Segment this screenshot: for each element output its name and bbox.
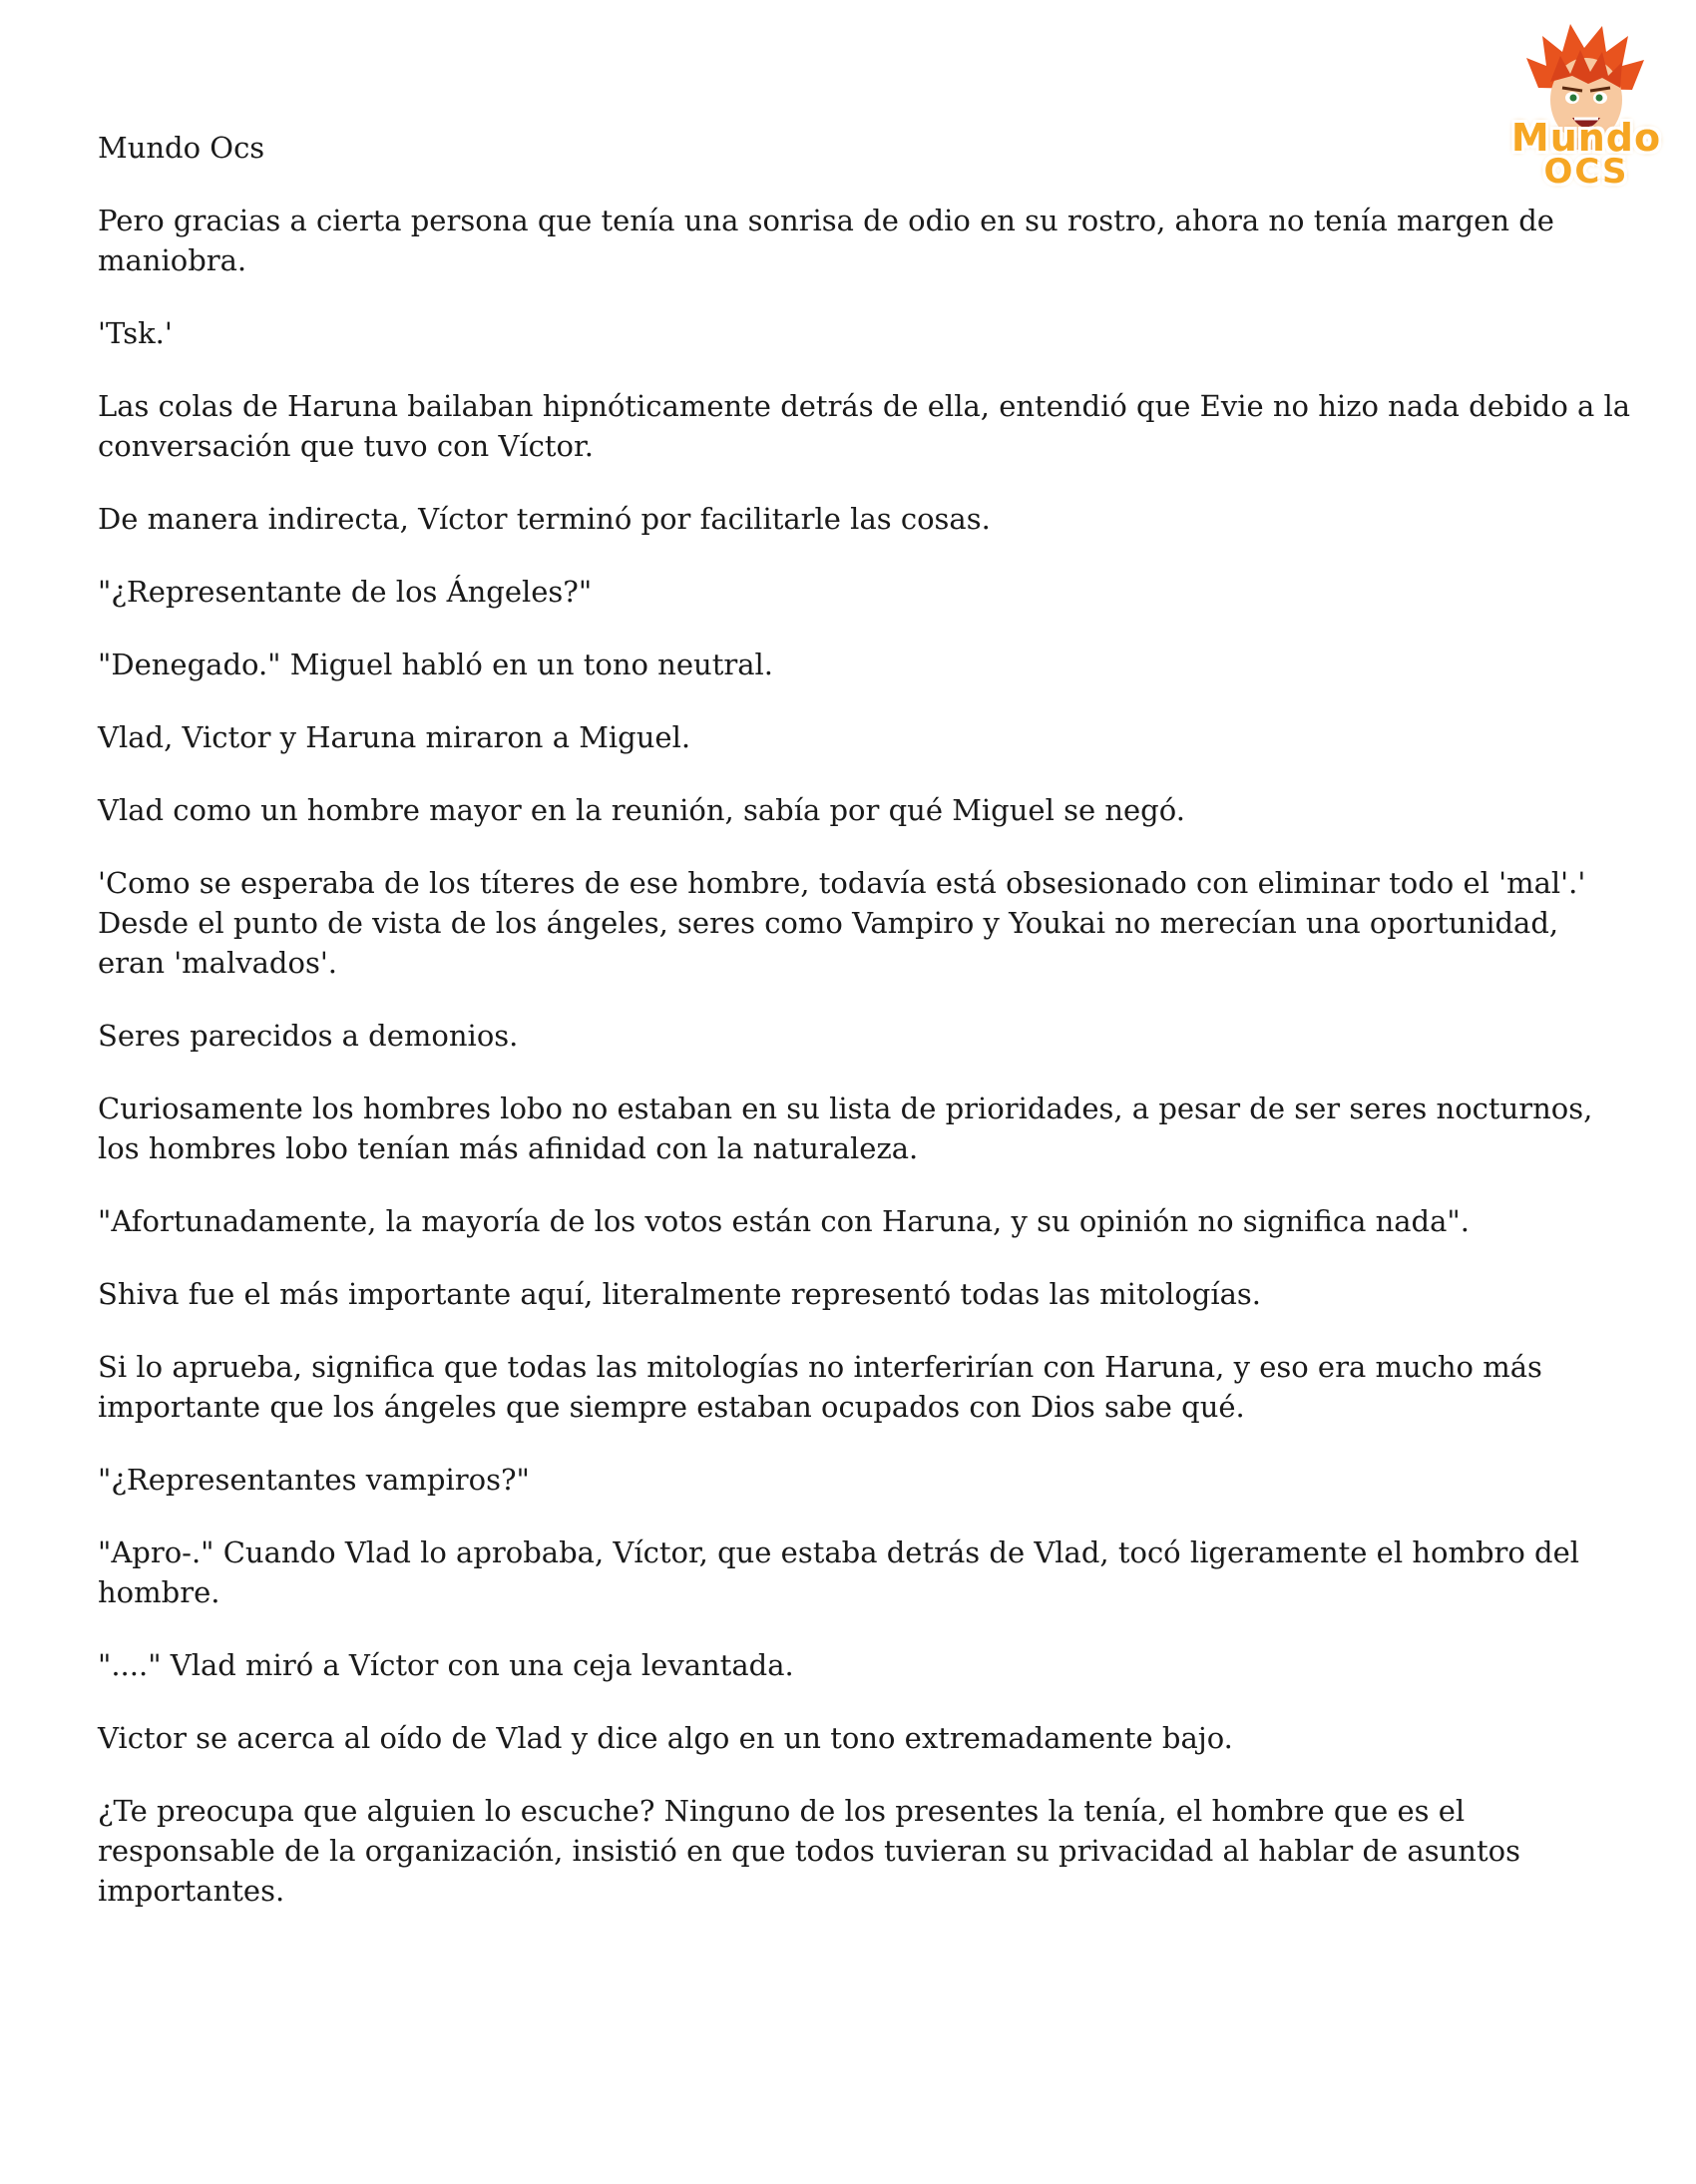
paragraph: Vlad, Victor y Haruna miraron a Miguel. <box>98 720 691 754</box>
paragraph: "¿Representantes vampiros?" <box>98 1463 530 1497</box>
paragraph: "Denegado." Miguel habló en un tono neutral. <box>98 648 773 681</box>
paragraph: "¿Representante de los Ángeles?" <box>98 575 593 609</box>
logo-word-mundo: Mundo <box>1510 116 1662 160</box>
paragraph: Curiosamente los hombres lobo no estaban en su lista de prioridades, a pesar de ser seres nocturnos, los hombres lobo tenían más afinidad con la naturaleza. <box>98 1092 1593 1165</box>
paragraph: Si lo aprueba, significa que todas las mitologías no interferirían con Haruna, y eso era mucho más importante que los ángeles que siempre estaban ocupados con Dios sabe qué. <box>98 1350 1542 1424</box>
paragraph: De manera indirecta, Víctor terminó por facilitarle las cosas. <box>98 502 991 536</box>
paragraph: ¿Te preocupa que alguien lo escuche? Ninguno de los presentes la tenía, el hombre que es el responsable de la organización, insistió en que todos tuvieran su privacidad al hablar de asuntos importantes. <box>98 1794 1520 1908</box>
paragraph: 'Tsk.' <box>98 316 173 350</box>
paragraph: 'Como se esperaba de los títeres de ese hombre, todavía está obsesionado con eliminar todo el 'mal'.' Desde el punto de vista de los ángeles, seres como Vampiro y Youkai no merecían una oportunidad, eran 'malvados'. <box>98 866 1586 980</box>
paragraph: Las colas de Haruna bailaban hipnóticamente detrás de ella, entendió que Evie no hizo nada debido a la conversación que tuvo con Víctor. <box>98 389 1631 463</box>
paragraph: Seres parecidos a demonios. <box>98 1019 519 1053</box>
document-body <box>98 128 1634 1944</box>
logo-word-ocs: OCS <box>1543 152 1629 192</box>
paragraph: "Afortunadamente, la mayoría de los votos están con Haruna, y su opinión no significa nada". <box>98 1204 1470 1238</box>
paragraph: Shiva fue el más importante aquí, literalmente representó todas las mitologías. <box>98 1277 1262 1311</box>
paragraph: Pero gracias a cierta persona que tenía una sonrisa de odio en su rostro, ahora no tenía margen de maniobra. <box>98 204 1554 277</box>
paragraph: "Apro-." Cuando Vlad lo aprobaba, Víctor, que estaba detrás de Vlad, tocó ligeramente el hombro del hombre. <box>98 1535 1580 1609</box>
paragraph: Vlad como un hombre mayor en la reunión, sabía por qué Miguel se negó. <box>98 793 1185 827</box>
paragraph: "...." Vlad miró a Víctor con una ceja levantada. <box>98 1648 794 1682</box>
page-header: Mundo Ocs <box>98 131 265 165</box>
paragraph: Victor se acerca al oído de Vlad y dice algo en un tono extremadamente bajo. <box>98 1721 1233 1755</box>
